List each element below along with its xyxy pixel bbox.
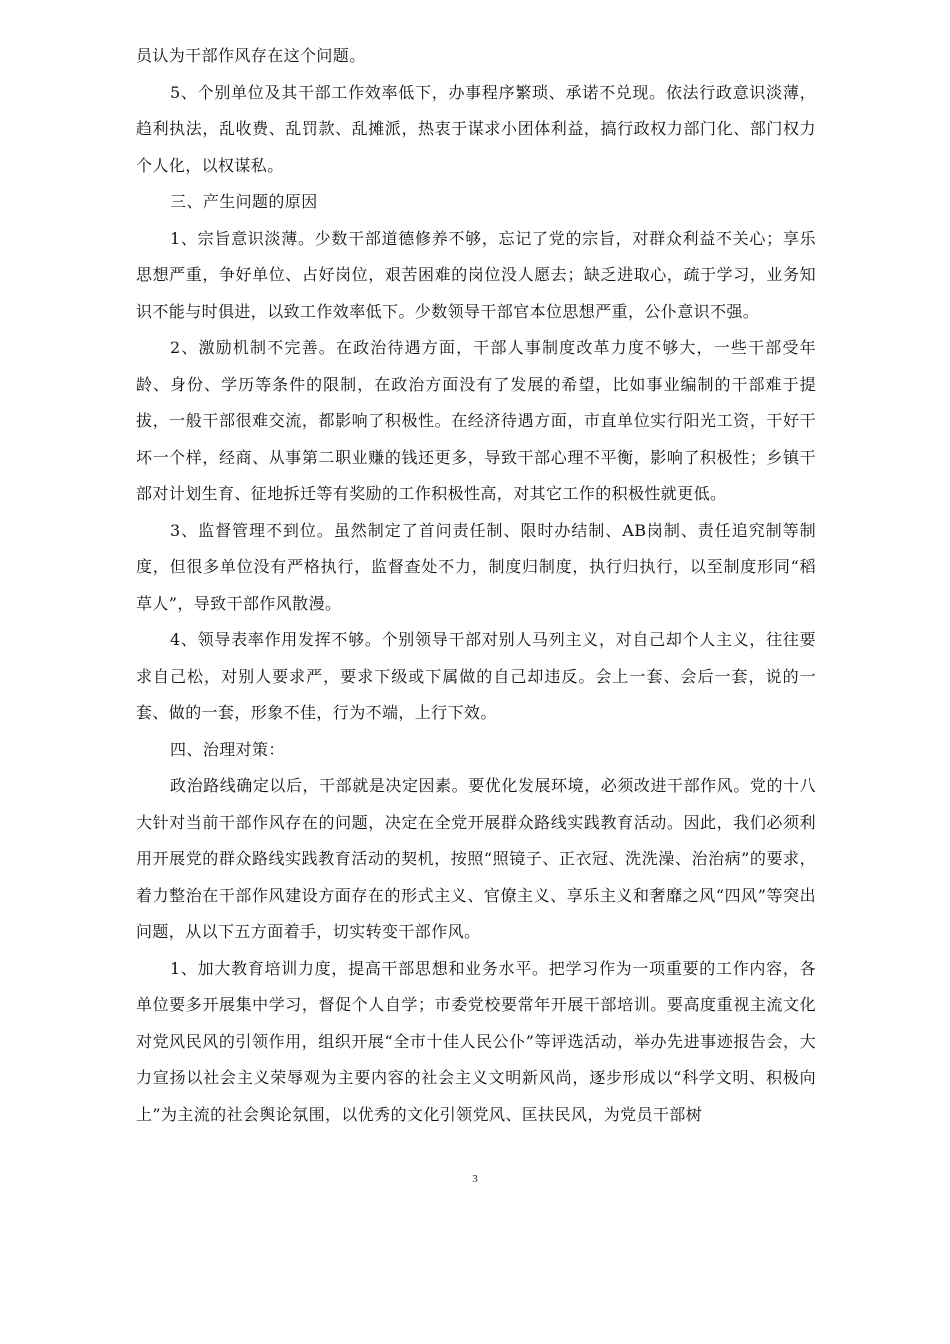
section-heading: 四、治理对策： [170, 739, 285, 759]
page-number: 3 [472, 1173, 478, 1185]
paragraph: 1、宗旨意识淡薄。少数干部道德修养不够，忘记了党的宗旨，对群众利益不关心；享乐思想严重，争好单位、占好岗位，艰苦困难的岗位没人愿去；缺乏进取心，疏于学习，业务知识不能与时俱进，以致工作效率低下。少数领导干部官本位思想严重，公仆意识不强。 [136, 228, 816, 321]
paragraph: 4、领导表率作用发挥不够。个别领导干部对别人马列主义，对自己却个人主义，往往要求自己松，对别人要求严，要求下级或下属做的自己却违反。会上一套、会后一套，说的一套、做的一套，形象不佳，行为不端，上行下效。 [136, 630, 816, 722]
paragraph: 2、激励机制不完善。在政治待遇方面，干部人事制度改革力度不够大，一些干部受年龄、身份、学历等条件的限制，在政治方面没有了发展的希望，比如事业编制的干部难于提拔，一般干部很难交流，都影响了积极性。在经济待遇方面，市直单位实行阳光工资，干好干坏一个样，经商、从事第二职业赚的钱还更多，导致干部心理不平衡，影响了积极性；乡镇干部对计划生育、征地拆迁等有奖励的工作积极性高，对其它工作的积极性就更低。 [136, 338, 816, 503]
paragraph: 5、个别单位及其干部工作效率低下，办事程序繁琐、承诺不兑现。依法行政意识淡薄，趋利执法，乱收费、乱罚款、乱摊派，热衷于谋求小团体利益，搞行政权力部门化、部门权力个人化，以权谋私。 [136, 82, 816, 175]
section-heading: 三、产生问题的原因 [170, 192, 318, 211]
paragraph: 3、监督管理不到位。虽然制定了首问责任制、限时办结制、AB岗制、责任追究制等制度，但很多单位没有严格执行，监督查处不力，制度归制度，执行归执行，以至制度形同“稻草人”，导致干部作风散漫。 [136, 520, 816, 613]
paragraph: 政治路线确定以后，干部就是决定因素。要优化发展环境，必须改进干部作风。党的十八大针对当前干部作风存在的问题，决定在全党开展群众路线实践教育活动。因此，我们必须利用开展党的群众路线实践教育活动的契机，按照“照镜子、正衣冠、洗洗澡、治治病”的要求，着力整治在干部作风建设方面存在的形式主义、官僚主义、享乐主义和奢靡之风“四风”等突出问题，从以下五方面着手，切实转变干部作风。 [136, 776, 816, 941]
document-body [136, 38, 816, 1133]
paragraph: 员认为干部作风存在这个问题。 [136, 46, 366, 65]
paragraph: 1、加大教育培训力度，提高干部思想和业务水平。把学习作为一项重要的工作内容，各单位要多开展集中学习，督促个人自学；市委党校要常年开展干部培训。要高度重视主流文化对党风民风的引领作用，组织开展“全市十佳人民公仆”等评选活动，举办先进事迹报告会，大力宣扬以社会主义荣辱观为主要内容的社会主义文明新风尚，逐步形成以“科学文明、积极向上”为主流的社会舆论氛围，以优秀的文化引领党风、匡扶民风，为党员干部树 [136, 958, 816, 1124]
